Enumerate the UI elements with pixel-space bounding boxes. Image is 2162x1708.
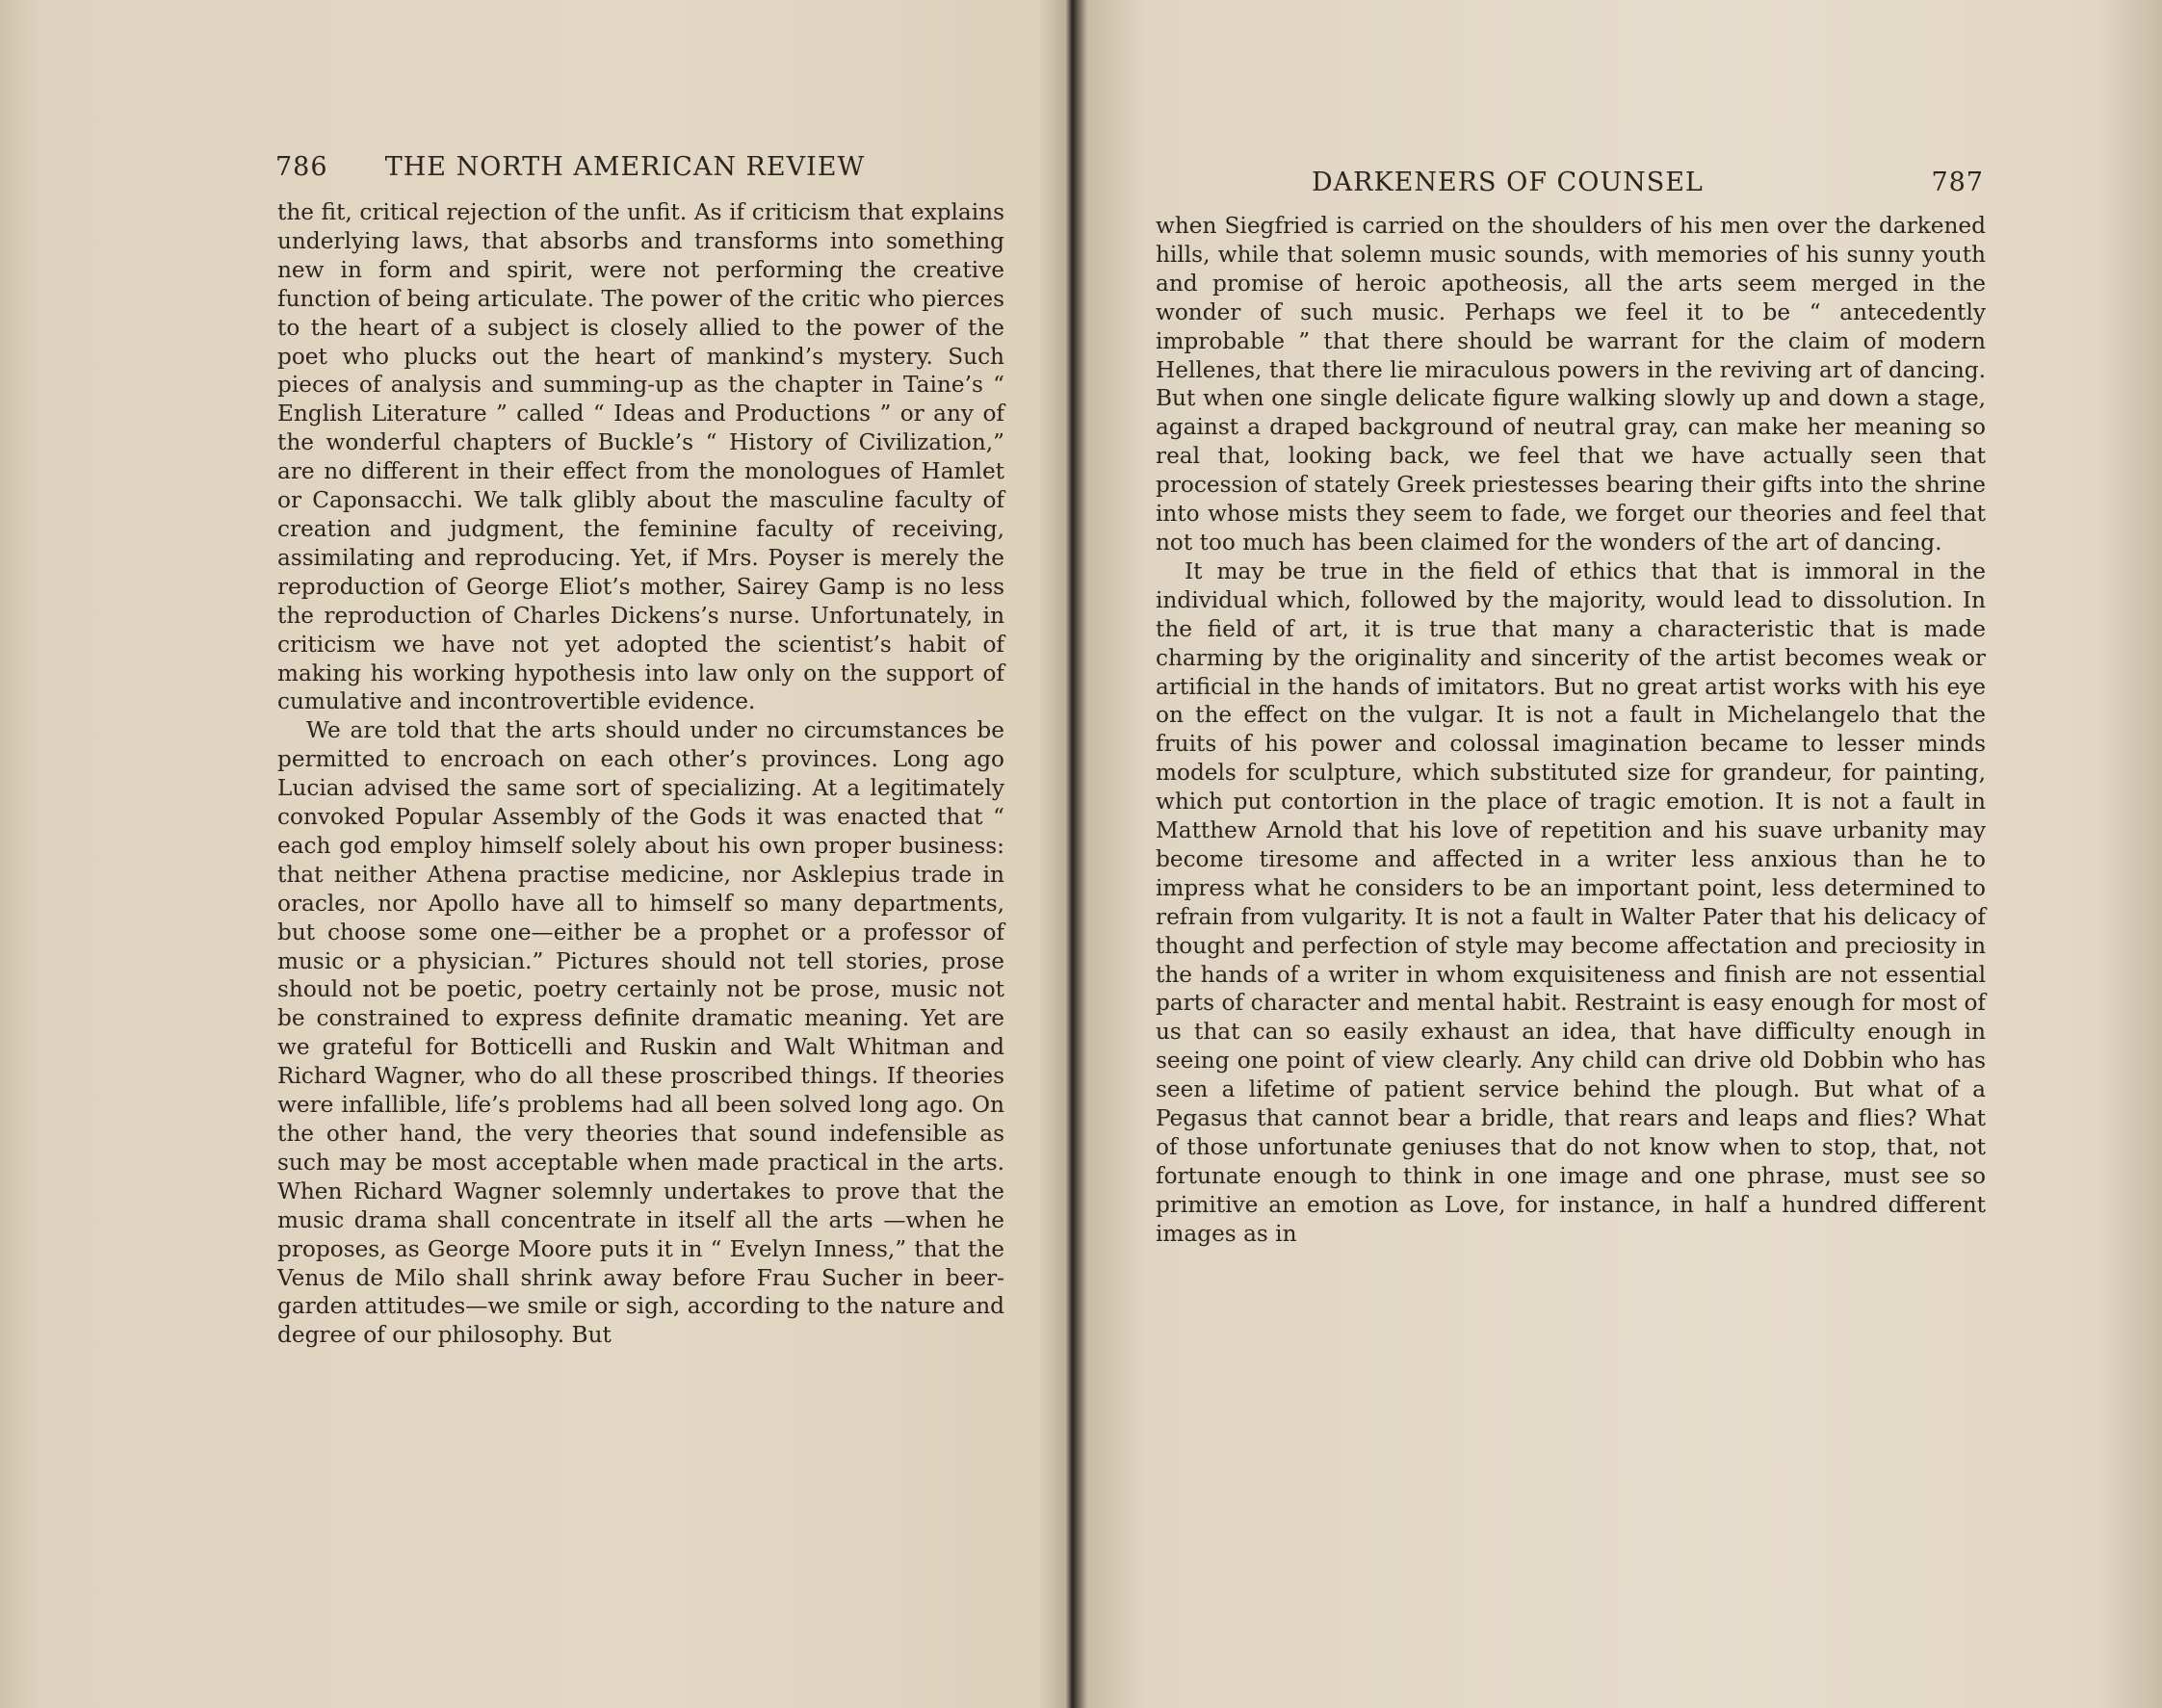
left-running-head	[275, 152, 865, 182]
left-text-body	[277, 198, 1004, 1350]
right-page	[1071, 0, 2162, 1708]
left-paragraph-2: We are told that the arts should under no circumstances be permitted to encroach on each other’s provinces. Long ago Lucian advised the same sort of specializing. At a legitimately convoked Popular Assembly of the Gods it was enacted that “ each god employ himself solely about his own proper business: that neither Athena practise medicine, nor Asklepius trade in oracles, nor Apollo have all to himself so many departments, but choose some one—either be a prophet or a professor of music or a physician.” Pictures should not tell stories, prose should not be poetic, poetry certainly not be prose, music not be constrained to express definite dramatic meaning. Yet are we grateful for Botticelli and Ruskin and Walt Whitman and Richard Wagner, who do all these proscribed things. If theories were infallible, life’s problems had all been solved long ago. On the other hand, the very theories that sound indefensible as such may be most acceptable when made practical in the arts. When Richard Wagner solemnly undertakes to prove that the music drama shall concentrate in itself all the arts —when he proposes, as George Moore puts it in “ Evelyn Inness,” that the Venus de Milo shall shrink away before Frau Sucher in beer-garden attitudes—we smile or sigh, according to the nature and degree of our philosophy. But	[277, 717, 1004, 1349]
left-page	[0, 0, 1064, 1708]
right-paragraph-2: It may be true in the field of ethics that that is immoral in the individual which, followed by the majority, would lead to dissolution. In the field of art, it is true that many a characteristic that is made charming by the originality and sincerity of the artist becomes weak or artificial in the hands of imitators. But no great artist works with his eye on the effect on the vulgar. It is not a fault in Michelangelo that the fruits of his power and colossal imagination became to lesser minds models for sculpture, which substituted size for grandeur, for painting, which put contortion in the place of tragic emotion. It is not a fault in Matthew Arnold that his love of repetition and his suave urbanity may become tiresome and affected in a writer less anxious than he to impress what he considers to be an important point, less determined to refrain from vulgarity. It is not a fault in Walter Pater that his delicacy of thought and perfection of style may become affectation and preciosity in the hands of a writer in whom exquisiteness and finish are not essential parts of character and mental habit. Restraint is easy enough for most of us that can so easily exhaust an idea, that have difficulty enough in seeing one point of view clearly. Any child can drive old Dobbin who has seen a lifetime of patient service behind the plough. But what of a Pegasus that cannot bear a bridle, that rears and leaps and flies? What of those unfortunate geniuses that do not know when to stop, that, not fortunate enough to think in one image and one phrase, must see so primitive an emotion as Love, for instance, in half a hundred different images as in	[1156, 557, 1986, 1247]
right-page-number: 787	[1931, 168, 1984, 197]
right-paragraph-1: when Siegfried is carried on the shoulders of his men over the darkened hills, while that solemn music sounds, with memories of his sunny youth and promise of heroic apotheosis, all the arts seem merged in the wonder of such music. Perhaps we feel it to be “ antecedently improbable ” that there should be warrant for the claim of modern Hellenes, that there lie miraculous powers in the reviving art of dancing. But when one single delicate figure walking slowly up and down a stage, against a draped background of neutral gray, can make her meaning so real that, looking back, we feel that we have actually seen that procession of stately Greek priestesses bearing their gifts into the shrine into whose mists they seem to fade, we forget our theories and feel that not too much has been claimed for the wonders of the art of dancing.	[1156, 213, 1986, 556]
left-page-number: 786	[275, 152, 328, 182]
right-text-body	[1156, 212, 1986, 1249]
left-running-title: THE NORTH AMERICAN REVIEW	[384, 152, 866, 182]
left-paragraph-1: the fit, critical rejection of the unfit. As if criticism that explains underlying laws, that absorbs and transforms into something new in form and spirit, were not performing the creative function of being articulate. The power of the critic who pierces to the heart of a subject is closely allied to the power of the poet who plucks out the heart of mankind’s mystery. Such pieces of analysis and summing-up as the chapter in Taine’s “ English Literature ” called “ Ideas and Productions ” or any of the wonderful chapters of Buckle’s “ History of Civilization,” are no different in their effect from the monologues of Hamlet or Caponsacchi. We talk glibly about the masculine faculty of creation and judgment, the feminine faculty of receiving, assimilating and reproducing. Yet, if Mrs. Poyser is merely the reproduction of George Eliot’s mother, Sairey Gamp is no less the reproduction of Charles Dickens’s nurse. Unfortunately, in criticism we have not yet adopted the scientist’s habit of making his working hypothesis into law only on the support of cumulative and incontrovertible evidence.	[277, 199, 1004, 715]
right-running-title: DARKENERS OF COUNSEL	[1312, 168, 1704, 197]
